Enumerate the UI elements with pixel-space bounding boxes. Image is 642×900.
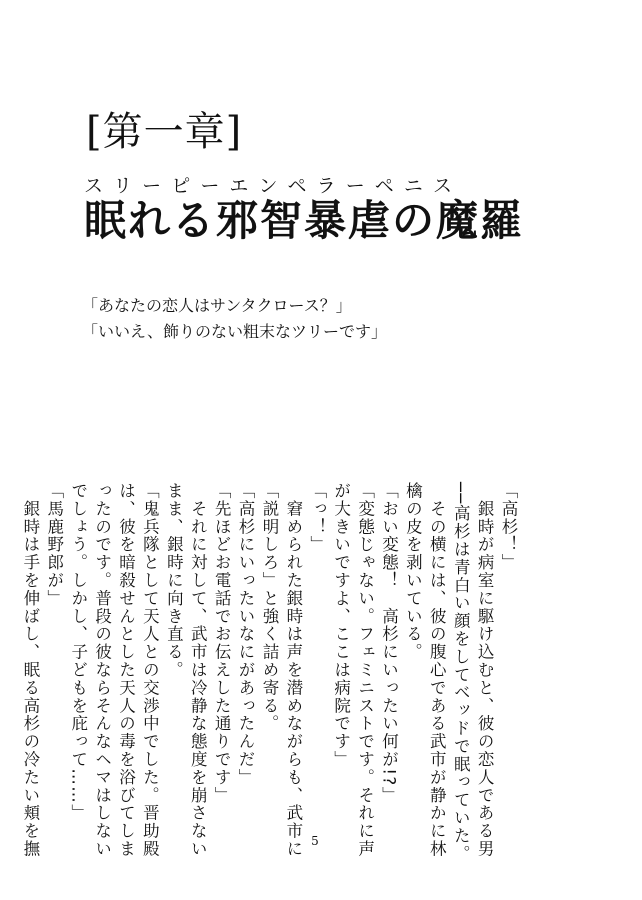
ruby-char: ピ bbox=[171, 175, 191, 197]
ruby-char: ー bbox=[200, 175, 220, 197]
body-line: ──高杉は青白い顔をしてベッドで眠っていた。 bbox=[451, 482, 471, 863]
body-line: ったのです。普段の彼ならそんなヘマはしない bbox=[92, 482, 112, 858]
body-line: 銀時は手を伸ばし、眠る高杉の冷たい頬を撫 bbox=[20, 482, 40, 858]
body-line: は、彼を暗殺せんとした天人の毒を浴びてしま bbox=[116, 482, 136, 858]
body-line: でしょう。しかし、子どもを庇って……」 bbox=[68, 482, 88, 823]
body-line: 「高杉！」 bbox=[499, 482, 518, 572]
body-line: 「変態じゃない。フェミニストです。それに声 bbox=[355, 482, 375, 858]
chapter-title-ruby bbox=[84, 177, 452, 196]
ruby-char: リ bbox=[113, 175, 133, 197]
chapter-title: 眠れる邪智暴虐の魔羅 bbox=[84, 196, 525, 245]
body-line: 「高杉にいったいなにがあったんだ」 bbox=[236, 482, 256, 787]
body-line: が大きいですよ、ここは病院です」 bbox=[331, 482, 351, 769]
body-line: 「鬼兵隊として天人との交渉中でした。晋助殿 bbox=[140, 482, 160, 858]
body-line: 「先ほどお電話でお伝えした通りです」 bbox=[212, 482, 232, 805]
ruby-char: ス bbox=[432, 175, 452, 197]
body-line: 「っ！」 bbox=[307, 482, 327, 554]
ruby-char: ー bbox=[142, 175, 162, 197]
body-line: 「おい変態！ 高杉にいったい何が!?」 bbox=[379, 482, 399, 805]
body-line: 檎の皮を剥いている。 bbox=[403, 482, 423, 661]
epigraph bbox=[82, 293, 387, 345]
epigraph-line: 「あなたの恋人はサンタクロース？」 bbox=[82, 296, 352, 315]
ruby-char: エ bbox=[229, 175, 249, 197]
ruby-char: ン bbox=[258, 175, 278, 197]
ruby-char: ラ bbox=[316, 175, 336, 197]
body-line: 銀時が病室に駆け込むと、彼の恋人である男 bbox=[475, 482, 495, 858]
page-number: 5 bbox=[311, 834, 319, 848]
epigraph-line: 「いいえ、飾りのない粗末なツリーです」 bbox=[82, 322, 387, 341]
body-line: 「説明しろ」と強く詰め寄る。 bbox=[259, 482, 279, 733]
ruby-char: ス bbox=[84, 175, 104, 197]
body-line: その横には、彼の腹心である武市が静かに林 bbox=[427, 482, 447, 858]
body-line: まま、銀時に向き直る。 bbox=[164, 482, 184, 679]
chapter-label: [第一章] bbox=[86, 109, 243, 155]
body-text bbox=[20, 482, 520, 863]
ruby-char: ペ bbox=[374, 175, 394, 197]
ruby-char: ニ bbox=[403, 175, 423, 197]
ruby-char: ー bbox=[345, 175, 365, 197]
body-line: 「馬鹿野郎が」 bbox=[44, 482, 64, 608]
body-line: 窘められた銀時は声を潜めながらも、武市に bbox=[283, 482, 303, 858]
ruby-char: ペ bbox=[287, 175, 307, 197]
body-line: それに対して、武市は冷静な態度を崩さない bbox=[188, 482, 208, 858]
